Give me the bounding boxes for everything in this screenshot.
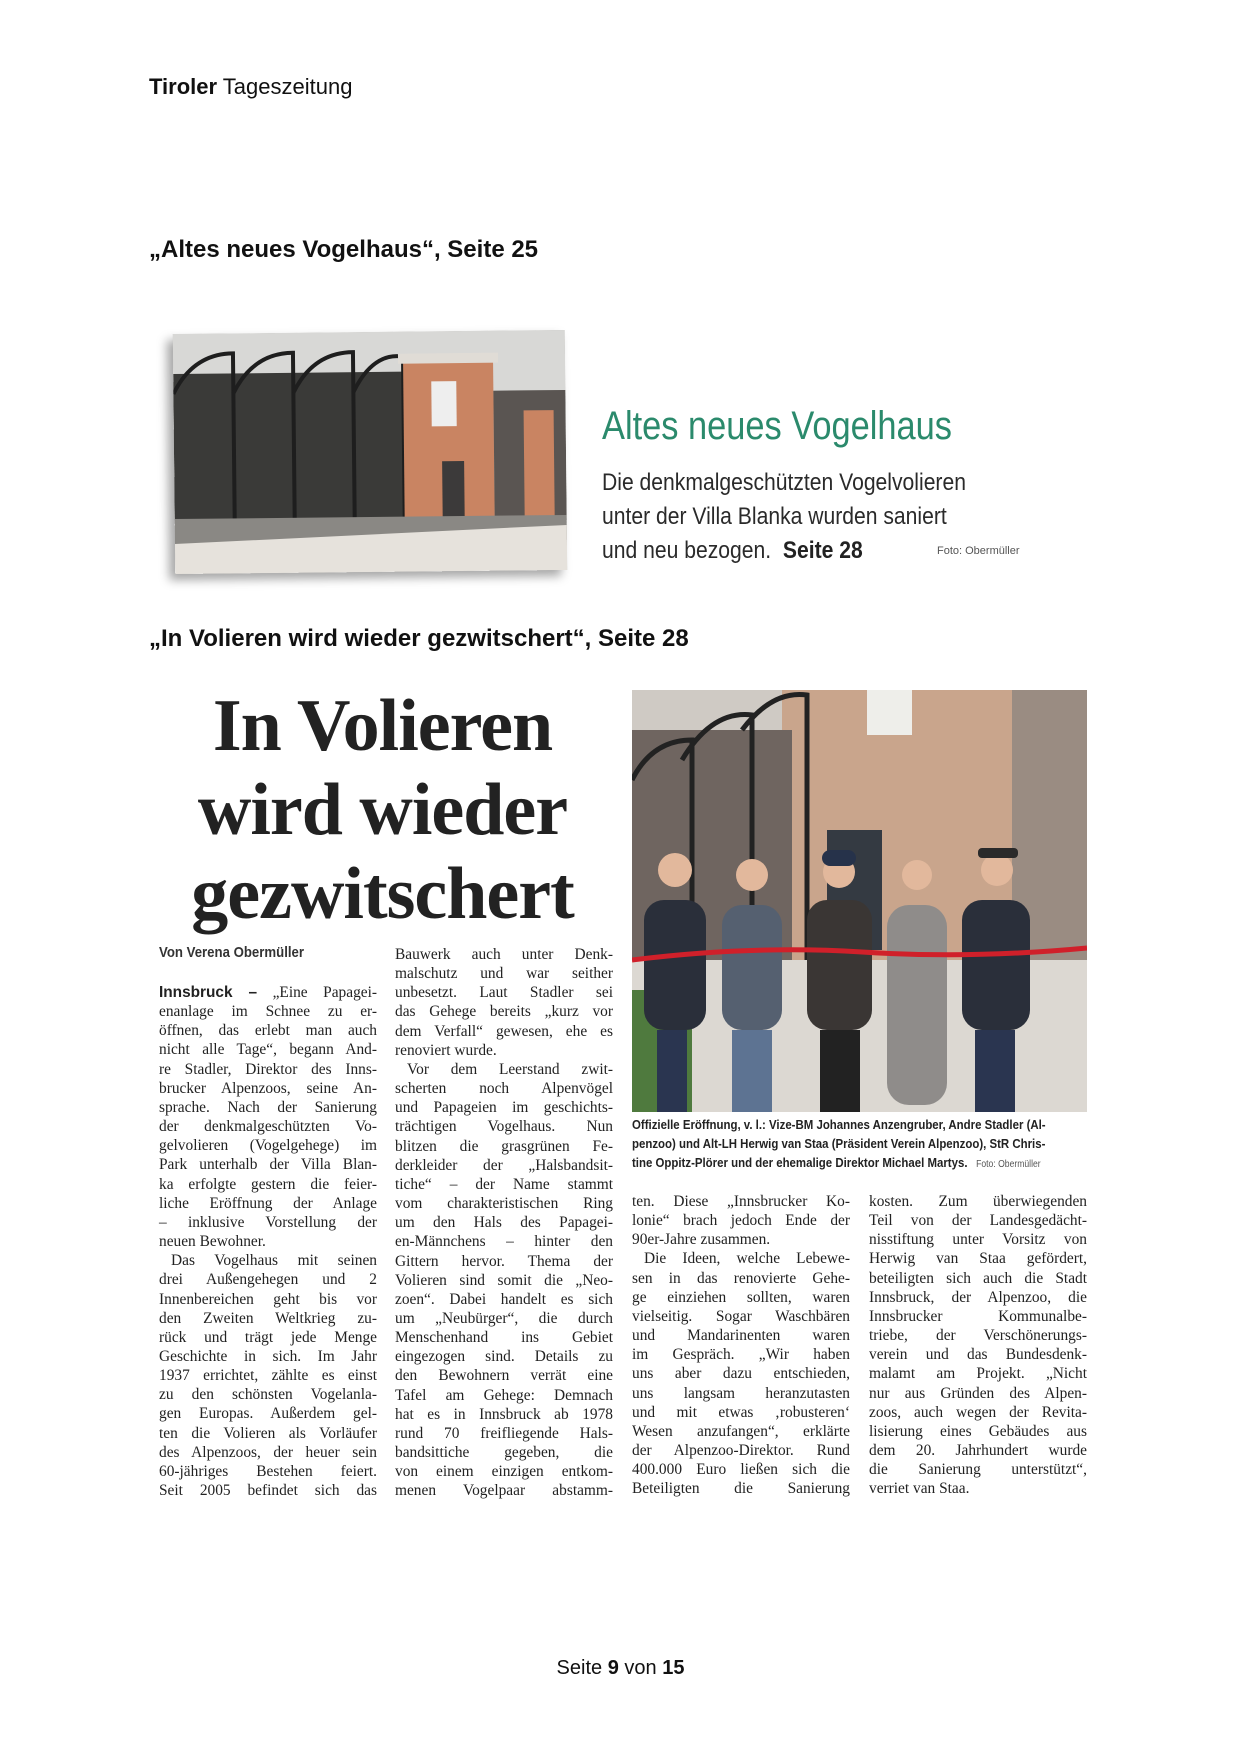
article-text-line: dem 20. Jahrhundert wurde	[869, 1442, 1087, 1460]
article-text-line: verriet van Staa.	[869, 1480, 970, 1498]
article-text-line: tiche“ – der Name stammt	[395, 1175, 613, 1193]
dateline: Innsbruck –	[159, 984, 258, 1001]
article-text-line: Volieren sind somit die „Neo-	[395, 1271, 613, 1289]
article-text-line: nur aus Gründen des Alpen-	[869, 1384, 1087, 1402]
article-text-line: en-Männchens – hinter den	[395, 1233, 613, 1251]
article-text-line: beteiligten sich auch die Stadt	[869, 1269, 1087, 1287]
article-text-line: blitzen die grasgrünen Fe-	[395, 1137, 613, 1155]
article-text-line: ten. Diese „Innsbrucker Ko-	[632, 1193, 850, 1210]
teaser-photo-credit: Foto: Obermüller	[937, 545, 1020, 557]
article-text-line: Bauwerk auch unter Denk-	[395, 946, 613, 963]
article-text-line: Teil von der Landesgedächt-	[869, 1212, 1087, 1230]
section-heading-2: „In Volieren wird wieder gezwitschert“, Seite 28	[149, 625, 689, 652]
article-text-line: sprache. Nach der Sanierung	[159, 1098, 377, 1116]
article-text-line: zoen“. Dabei handelt es sich	[395, 1290, 613, 1308]
article-text-line: nisstiftung unter Vorsitz von	[869, 1231, 1087, 1249]
article-text-line: verein und das Bundesdenk-	[869, 1346, 1087, 1364]
article-text-line: 400.000 Euro ließen sich die	[632, 1461, 850, 1479]
article-text-line: Geschichte in sich. Im Jahr	[159, 1347, 377, 1365]
article-text-line: zu den schönsten Vogelanla-	[159, 1386, 377, 1404]
article-text-line: das Gehege bereits „kurz vor	[395, 1003, 613, 1021]
article-text-line: Das Vogelhaus mit seinen	[171, 1252, 377, 1270]
article-text-line: trächtigen Vogelhaus. Nun	[395, 1118, 613, 1136]
article-text-line: und Papageien im geschichts-	[395, 1099, 613, 1117]
article-text-line: malschutz und war seither	[395, 965, 613, 983]
article-text-line: Vor dem Leerstand zwit-	[407, 1060, 613, 1078]
article-text-line: vielseitig. Sogar Waschbären	[632, 1307, 850, 1325]
article-text-line: Menschenhand ins Gebiet	[395, 1329, 613, 1347]
article-text-line: 60-jähriges Bestehen feiert.	[159, 1462, 377, 1480]
article-text-line: ka erfolgte gestern die feier-	[159, 1175, 377, 1193]
article-text-line: öffnen, das erlebt man auch	[159, 1022, 377, 1040]
article-text-line: brucker Alpenzoos, seine An-	[159, 1079, 377, 1097]
article-text-line: die Sanierung unterstützt“,	[869, 1461, 1087, 1479]
article-text-line: neuen Bewohner.	[159, 1233, 266, 1251]
article-text-line: malamt am Projekt. „Nicht	[869, 1365, 1087, 1383]
teaser-text: Die denkmalgeschützten Vogelvolieren unter der Villa Blanka wurden saniert und neu bezogen. Seite 28	[602, 469, 966, 564]
article-column-3	[632, 1192, 850, 1499]
article-text-line: renoviert wurde.	[395, 1041, 497, 1059]
article-text-line: von einem einzigen entkom-	[395, 1463, 613, 1481]
article-text-line: dem Verfall“ gewesen, ehe es	[395, 1022, 613, 1040]
article-text-line: Seit 2005 befindet sich das	[159, 1482, 377, 1500]
article-text-line: der Alpenzoo-Direktor. Rund	[632, 1442, 850, 1460]
article-text-line: re Stadler, Direktor des Inns-	[159, 1060, 377, 1078]
article-column-1	[159, 983, 377, 1500]
article-text-line: ten die Volieren als Vorläufer	[159, 1424, 377, 1442]
article-text-line: ge einziehen sollten, waren	[632, 1288, 850, 1306]
article-text-line: um „Neubürger“, die durch	[395, 1309, 613, 1327]
teaser-page-ref: Seite 28	[782, 537, 863, 564]
article-text-line: lisierung eines Gebäudes aus	[869, 1422, 1087, 1440]
article-text-line: Die Ideen, welche Lebewe-	[644, 1250, 850, 1268]
article-text-line: bandsittiche gegeben, die	[395, 1444, 613, 1462]
page-number: Seite 9 von 15	[556, 1657, 685, 1679]
article-text-line: 90er-Jahre zusammen.	[632, 1231, 771, 1249]
article-text-line: des Alpenzoos, der heuer sein	[159, 1443, 377, 1461]
article-text-line: und Mandarinenten waren	[632, 1327, 850, 1345]
section-heading-1: „Altes neues Vogelhaus“, Seite 25	[149, 236, 539, 263]
teaser-title: Altes neues Vogelhaus	[602, 404, 953, 448]
article-text-line: rund 70 freifliegende Hals-	[395, 1424, 613, 1442]
article-text-line: liche Eröffnung der Anlage	[159, 1194, 377, 1212]
article-text-line: rück und trägt jede Menge	[159, 1328, 377, 1346]
teaser-photo-aviary	[173, 330, 567, 574]
article-text-line: derkleider der „Halsbandsit-	[395, 1156, 613, 1174]
photo-credit: Foto: Obermüller	[976, 1159, 1041, 1170]
article-text-line: Innsbrucker Kommunalbe-	[869, 1307, 1087, 1325]
article-column-4	[869, 1192, 1087, 1499]
article-text-line: sen in das renovierte Gehe-	[632, 1269, 850, 1287]
article-text-line: unbesetzt. Laut Stadler sei	[395, 984, 613, 1002]
article-text-line: Gittern hervor. Thema der	[395, 1252, 613, 1270]
article-text-line: Tafel am Gehege: Demnach	[395, 1386, 613, 1404]
article-text-line: nicht alle Tage“, begann And-	[159, 1041, 377, 1059]
article-text-line: drei Außengehegen und 2	[159, 1271, 377, 1289]
article-text-line: Wesen anzufangen“, erklärte	[632, 1422, 850, 1440]
article-text-line: zoos, auch wegen der Revita-	[869, 1403, 1087, 1421]
article-text-line: Innsbruck – „Eine Papagei-	[159, 984, 377, 1001]
article-text-line: Herwig van Staa gefördert,	[869, 1250, 1087, 1268]
article-text-line: menen Vogelpaar abstamm-	[395, 1482, 613, 1500]
article-text-line: hat es in Innsbruck ab 1978	[395, 1405, 613, 1423]
newspaper-name: Tiroler Tageszeitung	[149, 74, 353, 99]
article-text-line: gen Europas. Außerdem gel-	[159, 1405, 377, 1423]
article-text-line: scherten noch Alpenvögel	[395, 1080, 613, 1098]
photo-caption: Offizielle Eröffnung, v. l.: Vize-BM Johannes Anzengruber, Andre Stadler (Al- penzoo) und Alt-LH Herwig van Staa (Präsident Verein Alpenzoo), StR Chris- tine Oppitz-Plörer und der ehemalige Direktor Michael Martys. Foto: Obermüller	[632, 1117, 1046, 1170]
article-text-line: enanlage im Schnee zu er-	[159, 1003, 377, 1021]
article-text-line: um den Hals des Papagei-	[395, 1214, 613, 1232]
article-text-line: und mit etwas ‚robusteren‘	[632, 1403, 850, 1421]
article-text-line: 1937 errichtet, zählte es einst	[159, 1367, 377, 1385]
article-text-line: der denkmalgeschützten Vo-	[159, 1118, 377, 1136]
article-text-line: lonie“ brach jedoch Ende der	[632, 1212, 850, 1230]
article-text-line: den Zweiten Weltkrieg zu-	[159, 1309, 377, 1327]
article-text-line: im Gespräch. „Wir haben	[632, 1346, 850, 1364]
article-text-line: eingezogen sind. Details zu	[395, 1348, 613, 1366]
article-text-line: Innenbereichen geht bis vor	[159, 1290, 377, 1308]
byline: Von Verena Obermüller	[159, 944, 305, 961]
article-text-line: gelvolieren (Vogelgehege) im	[159, 1137, 377, 1155]
article-column-2	[395, 945, 613, 1501]
article-text-line: kosten. Zum überwiegenden	[869, 1193, 1087, 1210]
article-headline: In Volieren wird wieder gezwitschert	[191, 685, 574, 935]
article-text-line: triebe, der Verschönerungs-	[869, 1327, 1087, 1345]
article-text-line: Park unterhalb der Villa Blan-	[159, 1156, 377, 1174]
article-text-line: – inklusive Vorstellung der	[159, 1213, 377, 1231]
article-text-line: vom charakteristischen Ring	[395, 1195, 613, 1213]
article-text-line: Innsbruck, der Alpenzoo, die	[869, 1288, 1087, 1306]
article-text-line: uns langsam heranzutasten	[632, 1384, 850, 1402]
article-text-line: uns aber dazu entschieden,	[632, 1365, 850, 1383]
article-photo-ribbon-cutting	[632, 690, 1087, 1112]
article-text-line: den Bewohnern verrät eine	[395, 1367, 613, 1385]
article-text-line: Beteiligten die Sanierung	[632, 1480, 850, 1498]
